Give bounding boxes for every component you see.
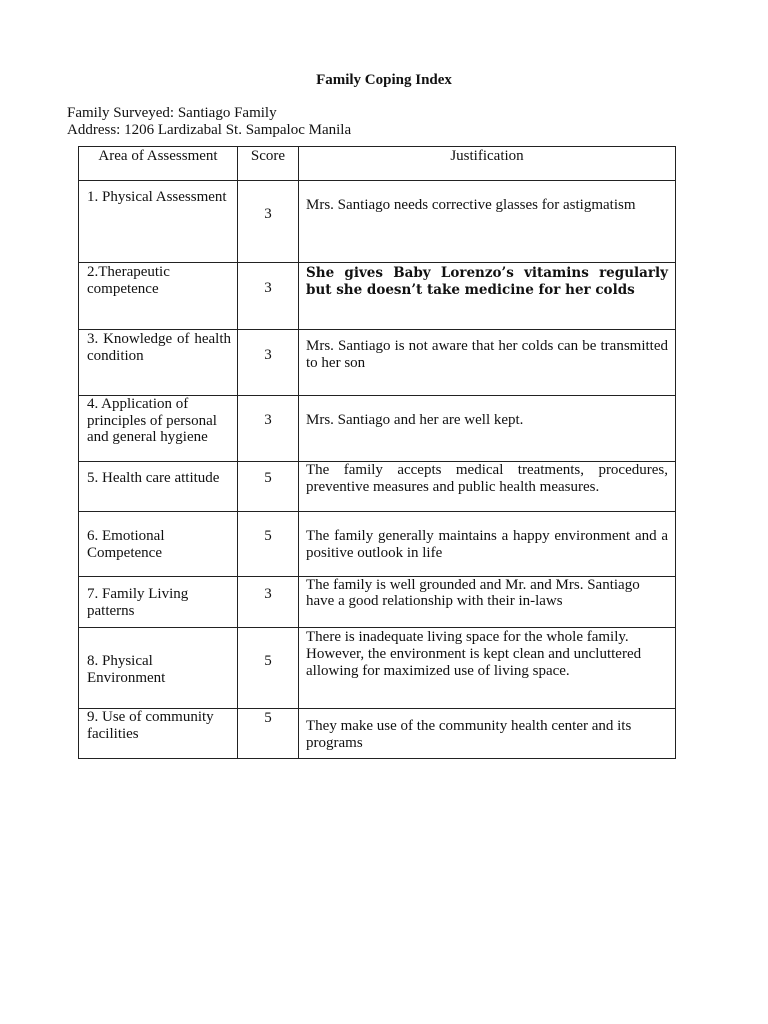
- coping-index-table: [78, 146, 676, 759]
- table-row: [79, 396, 676, 462]
- area-cell: 1. Physical Assessment: [79, 181, 238, 263]
- area-cell: 8. Physical Environment: [79, 628, 238, 709]
- score-cell: 3: [238, 181, 299, 263]
- justification-cell: They make use of the community health center and its programs: [299, 709, 676, 759]
- justification-cell: The family generally maintains a happy environment and a positive outlook in life: [299, 512, 676, 577]
- table-row: [79, 709, 676, 759]
- justification-cell: Mrs. Santiago and her are well kept.: [299, 396, 676, 462]
- table-row: [79, 181, 676, 263]
- score-cell: 5: [238, 709, 299, 759]
- justification-cell: There is inadequate living space for the whole family. However, the environment is kept clean and uncluttered allowing for maximized use of living space.: [299, 628, 676, 709]
- header-justification: Justification: [299, 147, 676, 181]
- score-cell: 3: [238, 330, 299, 396]
- score-cell: 3: [238, 263, 299, 330]
- justification-cell: She gives Baby Lorenzo’s vitamins regularly but she doesn’t take medicine for her colds: [299, 263, 676, 330]
- justification-cell: Mrs. Santiago is not aware that her colds can be transmitted to her son: [299, 330, 676, 396]
- table-header-row: [79, 147, 676, 181]
- score-cell: 5: [238, 628, 299, 709]
- address-line: Address: 1206 Lardizabal St. Sampaloc Manila: [67, 122, 352, 138]
- header-score: Score: [238, 147, 299, 181]
- document-title: Family Coping Index: [316, 72, 452, 88]
- justification-cell: Mrs. Santiago needs corrective glasses for astigmatism: [299, 181, 676, 263]
- area-cell: 9. Use of community facilities: [79, 709, 238, 759]
- area-cell: 5. Health care attitude: [79, 462, 238, 512]
- justification-cell: The family accepts medical treatments, procedures, preventive measures and public health measures.: [299, 462, 676, 512]
- score-cell: 5: [238, 512, 299, 577]
- area-cell: 3. Knowledge of health condition: [79, 330, 238, 396]
- table-row: [79, 628, 676, 709]
- table-row: [79, 512, 676, 577]
- justification-cell: The family is well grounded and Mr. and Mrs. Santiago have a good relationship with their in-laws: [299, 577, 676, 628]
- table-row: [79, 330, 676, 396]
- table-row: [79, 577, 676, 628]
- family-surveyed-line: Family Surveyed: Santiago Family: [67, 105, 277, 121]
- area-cell: 7. Family Living patterns: [79, 577, 238, 628]
- score-cell: 5: [238, 462, 299, 512]
- table-row: [79, 263, 676, 330]
- score-cell: 3: [238, 577, 299, 628]
- area-cell: 2.Therapeutic competence: [79, 263, 238, 330]
- area-cell: 4. Application of principles of personal and general hygiene: [79, 396, 238, 462]
- area-cell: 6. Emotional Competence: [79, 512, 238, 577]
- score-cell: 3: [238, 396, 299, 462]
- header-area: Area of Assessment: [79, 147, 238, 181]
- table-row: [79, 462, 676, 512]
